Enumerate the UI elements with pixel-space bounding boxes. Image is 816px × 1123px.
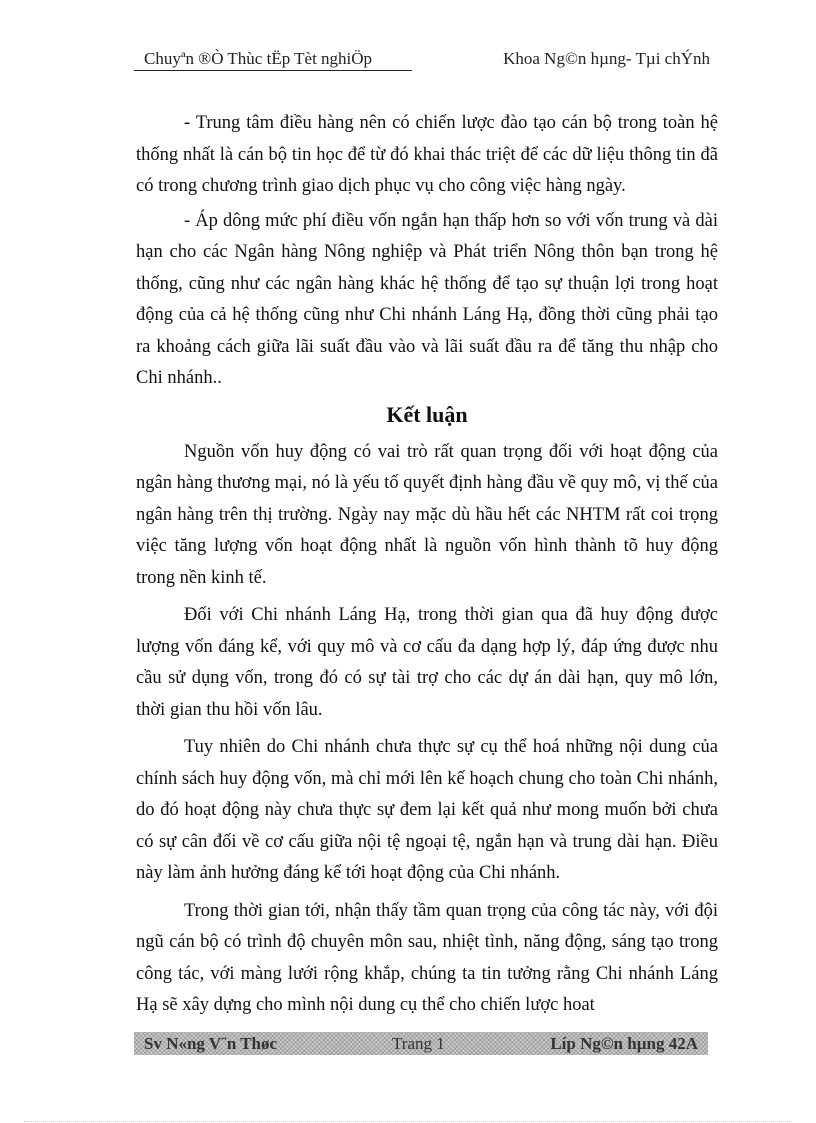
- page-footer: [134, 1032, 708, 1055]
- header-document-title: Chuyªn ®Ò Thùc tËp Tèt nghiÖp: [134, 48, 412, 71]
- conclusion-paragraph-3: Tuy nhiên do Chi nhánh chưa thực sự cụ thể hoá những nội dung của chính sách huy động vốn, mà chỉ mới lên kế hoạch chung cho toàn Chi nhánh, do đó hoạt động này chưa thực sự đem lại kết quả như mong muốn bởi chưa có sự cân đối về cơ cấu giữa nội tệ ngoại tệ, ngắn hạn và trung dài hạn. Điều này làm ảnh hưởng đáng kể tới hoạt động của Chi nhánh.: [136, 737, 718, 883]
- footer-student-name: Sv N«ng V¨n Thøc: [144, 1034, 278, 1053]
- recommendation-fee: - Áp dông mức phí điều vốn ngắn hạn thấp hơn so với vốn trung và dài hạn cho các Ngân hàng Nông nghiệp và Phát triển Nông thôn bạn trong hệ thống, cũng như các ngân hàng khác hệ thống để tạo sự thuận lợi trong hoạt động của cả hệ thống cũng như Chi nhánh Láng Hạ, đồng thời cũng phải tạo ra khoảng cách giữa lãi suất đầu vào và lãi suất đầu ra để tăng thu nhập cho Chi nhánh..: [136, 210, 718, 388]
- footer-class: Líp Ng©n hµng 42A: [550, 1034, 698, 1053]
- page-bottom-divider: [24, 1121, 792, 1122]
- document-body: [136, 108, 718, 1028]
- recommendation-training: - Trung tâm điều hàng nên có chiến lược đào tạo cán bộ trong toàn hệ thống nhất là cán bộ tin học để từ đó khai thác triệt để các dữ liệu thông tin đã có trong chương trình giao dịch phục vụ cho công việc hàng ngày.: [136, 113, 718, 196]
- header-faculty: Khoa Ng©n hµng- Tµi chÝnh: [503, 49, 710, 68]
- conclusion-heading: Kết luận: [386, 401, 468, 427]
- conclusion-paragraph-2: Đối với Chi nhánh Láng Hạ, trong thời gian qua đã huy động được lượng vốn đáng kể, với quy mô và cơ cấu đa dạng hợp lý, đáp ứng được nhu cầu sử dụng vốn, trong đó có sự tài trợ cho các dự án dài hạn, quy mô lớn, thời gian thu hồi vốn lâu.: [136, 605, 718, 720]
- conclusion-paragraph-1: Nguồn vốn huy động có vai trò rất quan trọng đối với hoạt động của ngân hàng thương mại, nó là yếu tố quyết định hàng đầu về quy mô, vị thế của ngân hàng trên thị trường. Ngày nay mặc dù hầu hết các NHTM rất coi trọng việc tăng lượng vốn hoạt động nhất là nguồn vốn hình thành tõ huy động trong nền kinh tế.: [136, 441, 718, 588]
- page-header: [134, 48, 716, 74]
- conclusion-paragraph-4: Trong thời gian tới, nhận thấy tầm quan trọng của công tác này, với đội ngũ cán bộ có trình độ chuyên môn sau, nhiệt tình, năng động, sáng tạo trong công tác, với màng lưới rộng khắp, chúng ta tin tưởng rằng Chi nhánh Láng Hạ sẽ xây dựng cho mình nội dung cụ thể cho chiến lược hoat: [136, 900, 718, 1015]
- footer-page-number: Trang 1: [392, 1034, 445, 1053]
